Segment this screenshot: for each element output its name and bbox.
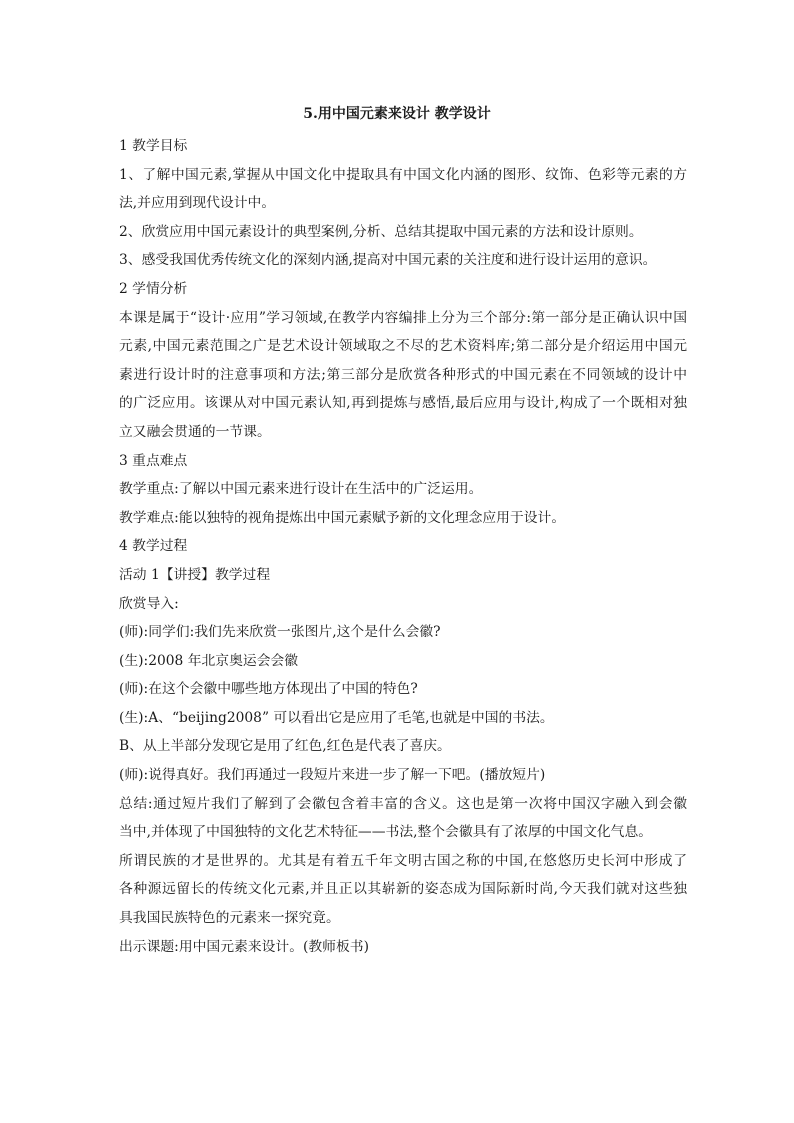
text-line: B、从上半部分发现它是用了红色,红色是代表了喜庆。 xyxy=(119,738,451,755)
text-line: 本课是属于“设计·应用”学习领域,在教学内容编排上分为三个部分:第一部分是正确认识中国 xyxy=(119,309,687,326)
text-line: 3、感受我国优秀传统文化的深刻内涵,提高对中国元素的关注度和进行设计运用的意识。 xyxy=(119,252,657,269)
text-line: 具我国民族特色的元素来一探究竟。 xyxy=(119,910,340,927)
section-heading: 2 学情分析 xyxy=(119,280,188,297)
text-line: (师):说得真好。我们再通过一段短片来进一步了解一下吧。(播放短片) xyxy=(119,767,546,784)
text-line: 2、欣赏应用中国元素设计的典型案例,分析、总结其提取中国元素的方法和设计原则。 xyxy=(119,223,643,240)
text-line: 法,并应用到现代设计中。 xyxy=(119,195,276,212)
text-line: (师):同学们:我们先来欣赏一张图片,这个是什么会徽? xyxy=(119,624,441,641)
text-line: 1、了解中国元素,掌握从中国文化中提取具有中国文化内涵的图形、纹饰、色彩等元素的方 xyxy=(119,166,687,183)
text-line: 当中,并体现了中国独特的文化艺术特征——书法,整个会徽具有了浓厚的中国文化气息。 xyxy=(119,824,653,841)
document-title: 5.用中国元素来设计 教学设计 xyxy=(303,106,491,122)
section-heading: 3 重点难点 xyxy=(119,452,188,469)
text-line: 教学难点:能以独特的视角提炼出中国元素赋予新的文化理念应用于设计。 xyxy=(119,509,566,526)
text-line: 素进行设计时的注意事项和方法;第三部分是欣赏各种形式的中国元素在不同领域的设计中 xyxy=(119,366,687,383)
text-line: 总结:通过短片我们了解到了会徽包含着丰富的含义。这也是第一次将中国汉字融入到会徽 xyxy=(119,795,687,812)
text-line: 的广泛应用。该课从对中国元素认知,再到提炼与感悟,最后应用与设计,构成了一个既相对独 xyxy=(119,395,687,412)
text-line: 所谓民族的才是世界的。尤其是有着五千年文明古国之称的中国,在悠悠历史长河中形成了 xyxy=(119,852,687,869)
document-body xyxy=(119,132,687,961)
text-line: 立又融会贯通的一节课。 xyxy=(119,423,271,440)
text-line: (师):在这个会徽中哪些地方体现出了中国的特色? xyxy=(119,681,418,698)
text-line: 各种源远留长的传统文化元素,并且正以其崭新的姿态成为国际新时尚,今天我们就对这些独 xyxy=(119,881,687,898)
section-heading: 1 教学目标 xyxy=(119,138,188,154)
text-line: 欣赏导入: xyxy=(119,595,179,612)
text-line: 教学重点:了解以中国元素来进行设计在生活中的广泛运用。 xyxy=(119,481,483,498)
section-heading: 4 教学过程 xyxy=(119,538,188,555)
text-line: 活动 1【讲授】教学过程 xyxy=(119,566,271,583)
text-line: (生):A、“beijing2008” 可以看出它是应用了毛笔,也就是中国的书法。 xyxy=(119,709,554,726)
text-line: 元素,中国元素范围之广是艺术设计领域取之不尽的艺术资料库;第二部分是介绍运用中国元 xyxy=(119,338,687,355)
text-line: (生):2008 年北京奥运会会徽 xyxy=(119,652,299,669)
text-line: 出示课题:用中国元素来设计。(教师板书) xyxy=(119,938,369,955)
